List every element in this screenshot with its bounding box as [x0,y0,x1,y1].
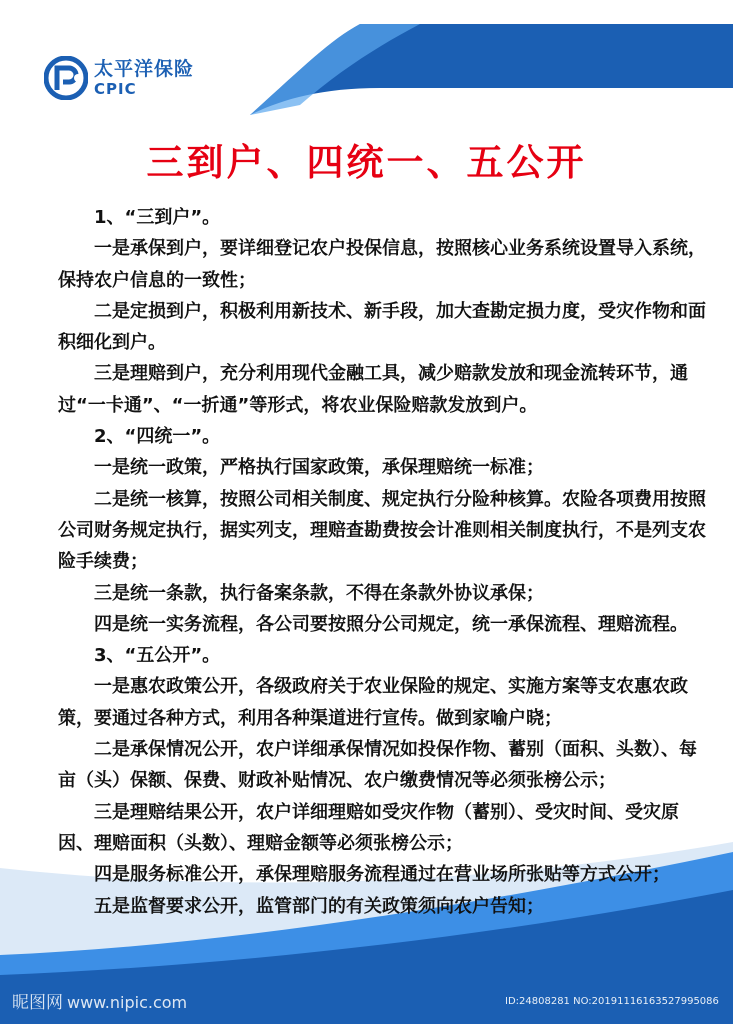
watermark [12,988,187,1013]
paragraph: 四是服务标准公开，承保理赔服务流程通过在营业场所张贴等方式公开； [94,864,670,886]
paragraph: 二是承保情况公开，农户详细承保情况如投保作物、蓄别（面积、头数）、每亩（头）保额、保费、财政补贴情况、农户缴费情况等必须张榜公示； [58,739,697,792]
paragraph: 五是监督要求公开，监管部门的有关政策须向农户告知； [94,895,544,917]
paragraph: 一是惠农政策公开，各级政府关于农业保险的规定、实施方案等支农惠农政策，要通过各种方式，利用各种渠道进行宣传。做到家喻户晓； [58,676,688,729]
watermark-brand: 昵图网 [12,993,63,1013]
section-heading-1: 1、“三到户”。 [94,207,221,228]
brand-name-cn: 太平洋保险 [94,57,195,80]
paragraph: 三是理赔到户，充分利用现代金融工具，减少赔款发放和现金流转环节，通过“一卡通”、“一折通”等形式，将农业保险赔款发放到户。 [58,363,688,416]
paragraph: 三是统一条款，执行备案条款，不得在条款外协议承保； [94,582,544,604]
section-heading-2: 2、“四统一”。 [94,426,221,448]
section-heading-3: 3、“五公开”。 [94,645,221,667]
paragraph: 三是理赔结果公开，农户详细理赔如受灾作物（蓄别）、受灾时间、受灾原因、理赔面积（头数）、理赔金额等必须张榜公示； [58,801,679,854]
brand-logo [44,56,194,100]
cpic-logo-icon [44,56,88,100]
watermark-id: ID:24808281 NO:20191116163527995086 [505,996,719,1007]
notice-body [58,202,713,922]
watermark-site: www.nipic.com [67,993,188,1012]
paragraph: 四是统一实务流程，各公司要按照分公司规定，统一承保流程、理赔流程。 [94,613,688,635]
paragraph: 二是定损到户，积极利用新技术、新手段，加大查勘定损力度，受灾作物和面积细化到户。 [58,300,706,354]
paragraph: 二是统一核算，按照公司相关制度、规定执行分险种核算。农险各项费用按照公司财务规定执行，据实列支，理赔查勘费按会计准则相关制度执行，不是列支农险手续费； [58,488,706,573]
paragraph: 一是承保到户，要详细登记农户投保信息，按照核心业务系统设置导入系统，保持农户信息的一致性； [58,238,706,291]
page-title: 三到户、四统一、五公开 [146,141,587,184]
paragraph: 一是统一政策，严格执行国家政策，承保理赔统一标准； [94,457,544,479]
brand-name-en: CPIC [94,79,137,98]
